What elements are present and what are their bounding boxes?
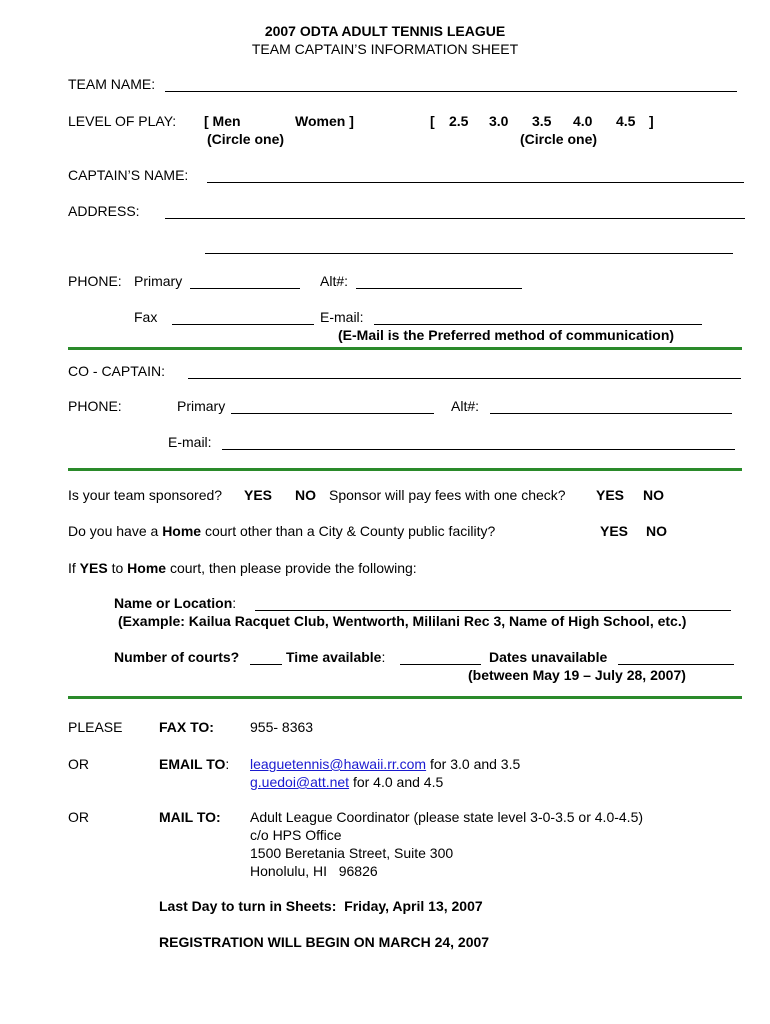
dates-range-note: (between May 19 – July 28, 2007) bbox=[468, 667, 686, 683]
level-option-3-0[interactable]: 3.0 bbox=[489, 113, 509, 129]
dates-unavailable-field[interactable] bbox=[618, 664, 734, 665]
co-captain-email-label: E-mail: bbox=[168, 434, 212, 450]
captain-email-label: E-mail: bbox=[320, 309, 364, 325]
team-name-field[interactable] bbox=[165, 91, 737, 92]
email-address-2-line: g.uedoi@att.net for 4.0 and 4.5 bbox=[250, 774, 444, 790]
team-name-label: TEAM NAME: bbox=[68, 76, 156, 92]
email-link-1[interactable]: leaguetennis@hawaii.rr.com bbox=[250, 756, 427, 772]
captain-phone-label: PHONE: bbox=[68, 273, 122, 289]
gender-option-women[interactable]: Women ] bbox=[295, 113, 354, 129]
level-option-2-5[interactable]: 2.5 bbox=[449, 113, 469, 129]
email-to-label: EMAIL TO: bbox=[159, 756, 230, 772]
dates-unavailable-label: Dates unavailable bbox=[489, 649, 608, 665]
co-captain-alt-label: Alt#: bbox=[451, 398, 480, 414]
home-court-yes-option[interactable]: YES bbox=[600, 523, 629, 539]
captain-email-field[interactable] bbox=[374, 324, 702, 325]
sponsored-yes-option[interactable]: YES bbox=[244, 487, 273, 503]
email-address-1-line: leaguetennis@hawaii.rr.com for 3.0 and 3.5 bbox=[250, 756, 521, 772]
captain-name-field[interactable] bbox=[207, 182, 744, 183]
courts-count-field[interactable] bbox=[250, 664, 282, 665]
address-label: ADDRESS: bbox=[68, 203, 140, 219]
sponsor-check-no-option[interactable]: NO bbox=[643, 487, 664, 503]
co-captain-phone-label: PHONE: bbox=[68, 398, 122, 414]
green-divider-3 bbox=[68, 696, 742, 699]
home-court-example: (Example: Kailua Racquet Club, Wentworth, Mililani Rec 3, Name of High School, etc.) bbox=[118, 613, 687, 629]
email-preferred-note: (E-Mail is the Preferred method of communication) bbox=[338, 327, 675, 343]
fax-to-label: FAX TO: bbox=[159, 719, 214, 735]
home-court-no-option[interactable]: NO bbox=[646, 523, 667, 539]
home-court-name-label: Name or Location: bbox=[114, 595, 237, 611]
mail-to-label: MAIL TO: bbox=[159, 809, 221, 825]
please-label: PLEASE bbox=[68, 719, 123, 735]
deadline-notice: Last Day to turn in Sheets: Friday, April 13, 2007 bbox=[159, 898, 483, 914]
time-available-field[interactable] bbox=[400, 664, 481, 665]
sponsored-question: Is your team sponsored? bbox=[68, 487, 223, 503]
captain-alt-label: Alt#: bbox=[320, 273, 349, 289]
level-option-3-5[interactable]: 3.5 bbox=[532, 113, 552, 129]
level-option-4-5[interactable]: 4.5 bbox=[616, 113, 636, 129]
captain-name-label: CAPTAIN’S NAME: bbox=[68, 167, 189, 183]
sponsored-no-option[interactable]: NO bbox=[295, 487, 316, 503]
home-court-question: Do you have a Home court other than a City & County public facility? bbox=[68, 523, 496, 539]
gender-circle-note: (Circle one) bbox=[207, 131, 285, 147]
mail-address-line-1: Adult League Coordinator (please state level 3-0-3.5 or 4.0-4.5) bbox=[250, 809, 644, 825]
level-of-play-label: LEVEL OF PLAY: bbox=[68, 113, 177, 129]
captain-alt-phone-field[interactable] bbox=[356, 288, 522, 289]
time-available-label: Time available: bbox=[286, 649, 386, 665]
captain-fax-label: Fax bbox=[134, 309, 158, 325]
mail-address-line-4: Honolulu, HI 96826 bbox=[250, 863, 378, 879]
email-link-2[interactable]: g.uedoi@att.net bbox=[250, 774, 350, 790]
gender-option-men[interactable]: [ Men bbox=[204, 113, 241, 129]
co-captain-primary-phone-field[interactable] bbox=[231, 413, 434, 414]
co-captain-name-field[interactable] bbox=[188, 378, 741, 379]
captain-primary-phone-field[interactable] bbox=[190, 288, 300, 289]
level-bracket-close: ] bbox=[649, 113, 654, 129]
green-divider-2 bbox=[68, 468, 742, 471]
captain-primary-label: Primary bbox=[134, 273, 183, 289]
mail-address-line-3: 1500 Beretania Street, Suite 300 bbox=[250, 845, 454, 861]
level-bracket-open: [ bbox=[430, 113, 435, 129]
mail-address-line-2: c/o HPS Office bbox=[250, 827, 342, 843]
home-court-instructions: If YES to Home court, then please provide the following: bbox=[68, 560, 417, 576]
form-subtitle: TEAM CAPTAIN’S INFORMATION SHEET bbox=[251, 41, 519, 57]
level-circle-note: (Circle one) bbox=[520, 131, 598, 147]
or-label-2: OR bbox=[68, 809, 89, 825]
sponsor-check-question: Sponsor will pay fees with one check? bbox=[329, 487, 566, 503]
green-divider-1 bbox=[68, 347, 742, 350]
home-court-name-field[interactable] bbox=[255, 610, 731, 611]
co-captain-alt-phone-field[interactable] bbox=[490, 413, 732, 414]
level-option-4-0[interactable]: 4.0 bbox=[573, 113, 593, 129]
registration-notice: REGISTRATION WILL BEGIN ON MARCH 24, 2007 bbox=[159, 934, 490, 950]
fax-number: 955- 8363 bbox=[250, 719, 314, 735]
address-field-line-2[interactable] bbox=[205, 253, 733, 254]
captain-fax-field[interactable] bbox=[172, 324, 314, 325]
address-field-line-1[interactable] bbox=[165, 218, 745, 219]
co-captain-primary-label: Primary bbox=[177, 398, 226, 414]
form-title: 2007 ODTA ADULT TENNIS LEAGUE bbox=[264, 23, 506, 39]
courts-count-label: Number of courts? bbox=[114, 649, 240, 665]
or-label-1: OR bbox=[68, 756, 89, 772]
co-captain-email-field[interactable] bbox=[222, 449, 735, 450]
co-captain-label: CO - CAPTAIN: bbox=[68, 363, 165, 379]
sponsor-check-yes-option[interactable]: YES bbox=[596, 487, 625, 503]
